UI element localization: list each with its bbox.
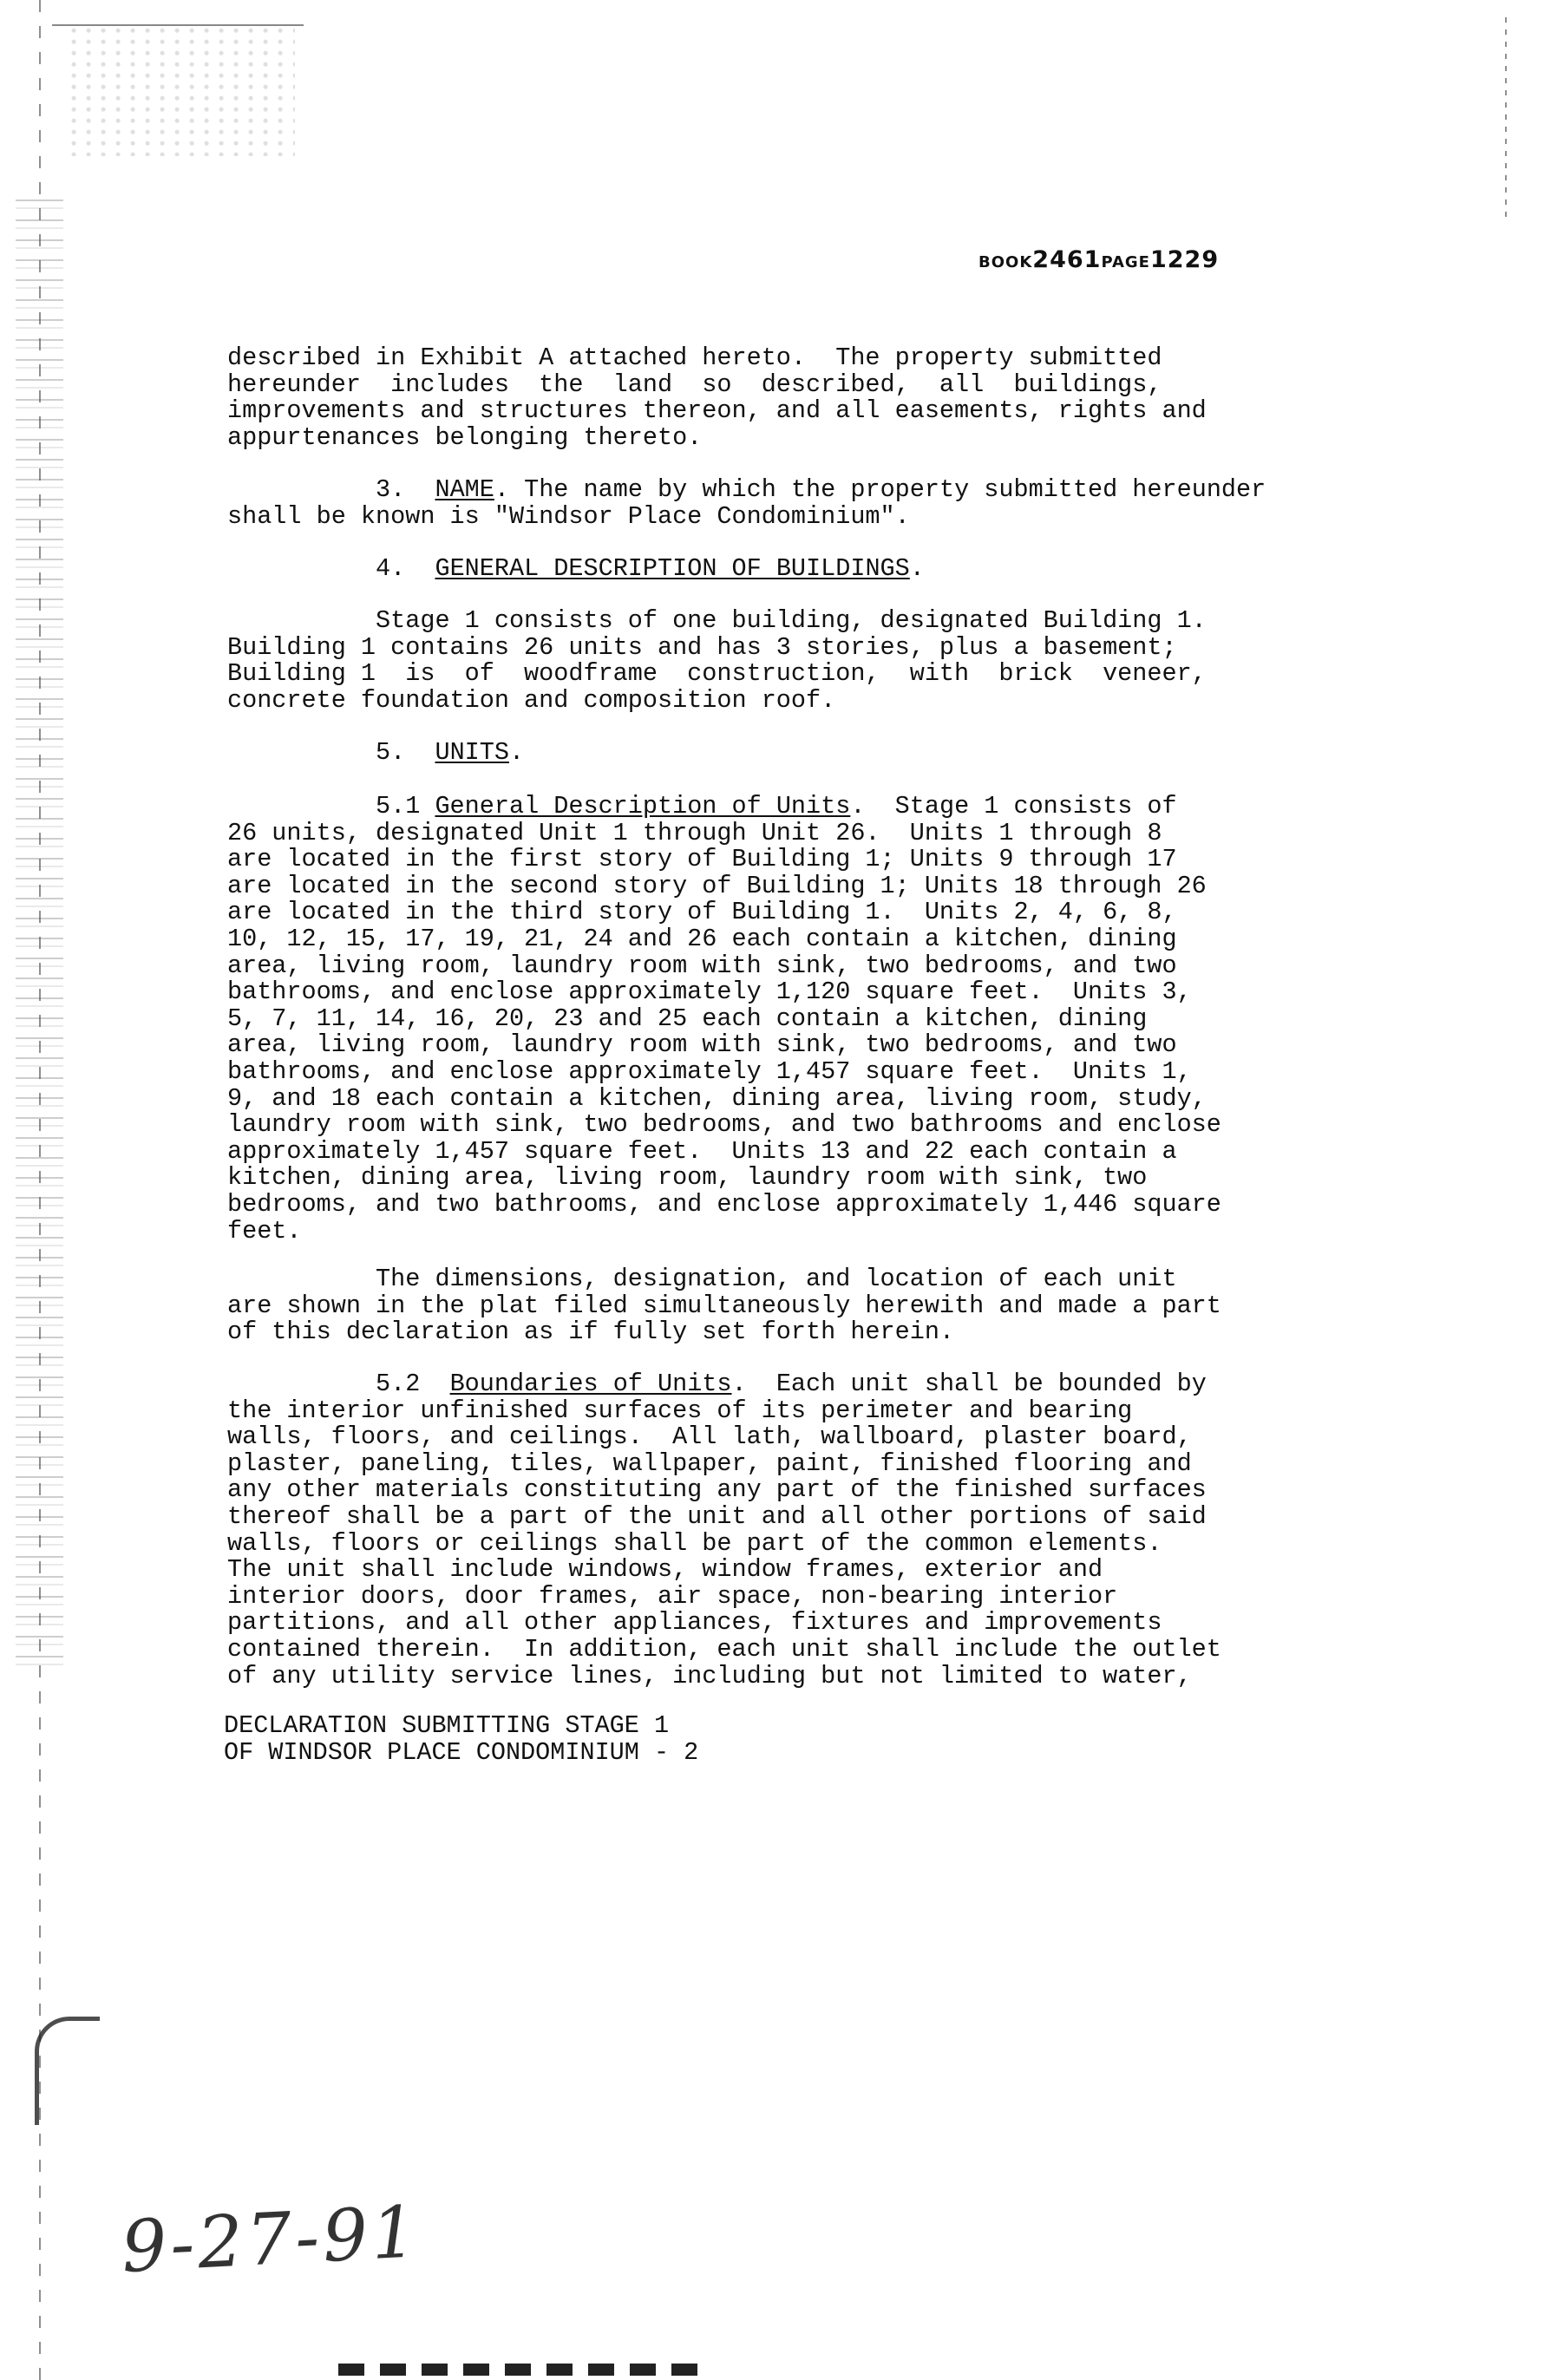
text-line bbox=[227, 475, 1266, 504]
page-number: 1229 bbox=[1149, 246, 1220, 273]
section-number: 3. bbox=[376, 475, 406, 504]
text-line: thereof shall be a part of the unit and all other portions of said bbox=[227, 1501, 1207, 1531]
text-line: shall be known is "Windsor Place Condominium". bbox=[227, 501, 910, 531]
text-line bbox=[227, 1371, 1235, 1398]
text-line: plaster, paneling, tiles, wallpaper, paint, finished flooring and bbox=[227, 1448, 1192, 1478]
text-fragment: . Each unit shall be bounded by bbox=[731, 1370, 1207, 1398]
section-5-heading bbox=[227, 740, 1235, 767]
document-footer bbox=[224, 1713, 1232, 1766]
scan-edge-line bbox=[39, 0, 41, 2380]
text-line: contained therein. In addition, each unit shall include the outlet bbox=[227, 1634, 1221, 1664]
text-fragment: . The name by which the property submitted hereunder bbox=[494, 475, 1266, 504]
book-number: 2461 bbox=[1032, 246, 1102, 273]
text-line: walls, floors, and ceilings. All lath, wallboard, plaster board, bbox=[227, 1422, 1192, 1452]
section-heading: General Description of Units bbox=[435, 792, 851, 821]
text-line: The dimensions, designation, and location of each unit bbox=[227, 1265, 1177, 1293]
book-page-stamp bbox=[978, 246, 1219, 273]
text-line: concrete foundation and composition roof. bbox=[227, 685, 836, 715]
section-5-1 bbox=[227, 794, 1235, 1245]
text-line: improvements and structures thereon, and all easements, rights and bbox=[227, 396, 1207, 426]
text-line: are located in the first story of Building 1; Units 9 through 17 bbox=[227, 845, 1177, 874]
section-3-name bbox=[227, 475, 1266, 531]
text-line: 4. GENERAL DESCRIPTION OF BUILDINGS. bbox=[376, 554, 925, 583]
scan-edge-right bbox=[1505, 17, 1507, 217]
text-line: The unit shall include windows, window frames, exterior and bbox=[227, 1555, 1103, 1585]
text-line: are shown in the plat filed simultaneously herewith and made a part bbox=[227, 1291, 1221, 1320]
page-label: PAGE bbox=[1101, 253, 1150, 271]
text-line: 5, 7, 11, 14, 16, 20, 23 and 25 each contain a kitchen, dining bbox=[227, 1004, 1148, 1033]
text-line: of this declaration as if fully set forth herein. bbox=[227, 1318, 955, 1347]
text-line: partitions, and all other appliances, fixtures and improvements bbox=[227, 1608, 1162, 1638]
text-line: Building 1 is of woodframe construction, with brick veneer, bbox=[227, 659, 1207, 689]
text-line: of any utility service lines, including but not limited to water, bbox=[227, 1661, 1192, 1690]
text-line: bathrooms, and enclose approximately 1,120 square feet. Units 3, bbox=[227, 978, 1192, 1007]
text-line: approximately 1,457 square feet. Units 13 and 22 each contain a bbox=[227, 1136, 1177, 1166]
text-line: laundry room with sink, two bedrooms, and two bathrooms and enclose bbox=[227, 1110, 1221, 1140]
text-line: kitchen, dining area, living room, laundry room with sink, two bbox=[227, 1163, 1148, 1193]
scan-bottom-marks bbox=[338, 2364, 703, 2376]
section-5-2 bbox=[227, 1371, 1235, 1690]
section-heading: GENERAL DESCRIPTION OF BUILDINGS bbox=[435, 554, 910, 583]
text-line: are located in the third story of Building 1. Units 2, 4, 6, 8, bbox=[227, 898, 1177, 927]
handwritten-date: 9-27-91 bbox=[119, 2191, 422, 2289]
text-line: hereunder includes the land so described, all buildings, bbox=[227, 369, 1162, 399]
text-line: walls, floors or ceilings shall be part of the common elements. bbox=[227, 1528, 1162, 1558]
text-line: bedrooms, and two bathrooms, and enclose approximately 1,446 square bbox=[227, 1189, 1221, 1219]
section-number: 5.1 bbox=[376, 792, 421, 821]
text-line: 5. UNITS. bbox=[376, 738, 525, 767]
book-label: BOOK bbox=[978, 253, 1033, 271]
text-line: any other materials constituting any part of the finished surfaces bbox=[227, 1475, 1207, 1505]
text-fragment: . Stage 1 consists of bbox=[850, 792, 1177, 821]
section-heading: UNITS bbox=[435, 738, 509, 767]
handwritten-mark bbox=[35, 2017, 100, 2125]
section-number: 5.2 bbox=[376, 1370, 421, 1398]
paragraph-dimensions bbox=[227, 1266, 1235, 1346]
text-line: 26 units, designated Unit 1 through Unit 26. Units 1 through 8 bbox=[227, 818, 1162, 847]
text-line: Building 1 contains 26 units and has 3 stories, plus a basement; bbox=[227, 632, 1177, 662]
section-4-heading bbox=[227, 556, 1235, 583]
section-number: 5. bbox=[376, 738, 406, 767]
text-line: the interior unfinished surfaces of its perimeter and bearing bbox=[227, 1396, 1133, 1425]
section-heading: NAME bbox=[435, 475, 494, 504]
scan-noise-top bbox=[69, 26, 295, 156]
text-line: 9, and 18 each contain a kitchen, dining area, living room, study, bbox=[227, 1083, 1207, 1113]
section-number: 4. bbox=[376, 554, 406, 583]
text-line: appurtenances belonging thereto. bbox=[227, 422, 703, 452]
text-line: area, living room, laundry room with sink, two bedrooms, and two bbox=[227, 951, 1177, 980]
text-line: are located in the second story of Building 1; Units 18 through 26 bbox=[227, 871, 1207, 900]
text-line: Stage 1 consists of one building, designated Building 1. bbox=[227, 606, 1207, 635]
text-line bbox=[227, 794, 1235, 821]
footer-line: DECLARATION SUBMITTING STAGE 1 bbox=[224, 1711, 670, 1740]
section-4-body bbox=[227, 608, 1235, 714]
text-line: 10, 12, 15, 17, 19, 21, 24 and 26 each contain a kitchen, dining bbox=[227, 924, 1177, 953]
text-line: feet. bbox=[227, 1216, 302, 1246]
text-line: bathrooms, and enclose approximately 1,457 square feet. Units 1, bbox=[227, 1056, 1192, 1086]
text-line: area, living room, laundry room with sink, two bedrooms, and two bbox=[227, 1030, 1177, 1060]
text-line: interior doors, door frames, air space, non-bearing interior bbox=[227, 1581, 1118, 1611]
footer-line: OF WINDSOR PLACE CONDOMINIUM - 2 bbox=[224, 1737, 699, 1767]
text-line: described in Exhibit A attached hereto. The property submitted bbox=[227, 343, 1162, 372]
section-heading: Boundaries of Units bbox=[449, 1370, 732, 1398]
paragraph-property bbox=[227, 345, 1235, 451]
